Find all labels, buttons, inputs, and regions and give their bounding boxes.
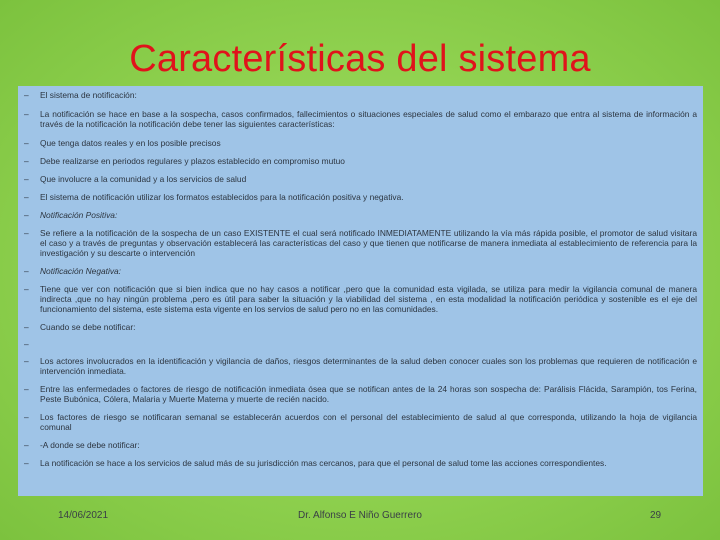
bullet-dash-icon: – — [24, 228, 29, 238]
list-item — [22, 90, 697, 100]
bullet-dash-icon: – — [24, 109, 29, 119]
footer-date: 14/06/2021 — [58, 510, 109, 521]
list-item — [22, 156, 697, 166]
list-item-text: El sistema de notificación utilizar los formatos establecidos para la notificación positiva y negativa. — [40, 192, 404, 202]
list-item — [22, 138, 697, 148]
footer-author: Dr. Alfonso E Niño Guerrero — [298, 510, 422, 521]
list-item-text: La notificación se hace en base a la sospecha, casos confirmados, fallecimientos o situaciones especiales de salud como el embarazo que entra al sistema de información a través de la notificación la notificación debe tener las siguientes características: — [40, 109, 697, 129]
list-item-text: Debe realizarse en periodos regulares y plazos establecido en compromiso mutuo — [40, 156, 345, 166]
list-item-text: Cuando se debe notificar: — [40, 322, 136, 332]
list-item — [22, 192, 697, 202]
bullet-dash-icon: – — [24, 138, 29, 148]
list-item — [22, 210, 697, 220]
list-item — [22, 284, 697, 314]
list-item — [22, 440, 697, 450]
bullet-dash-icon: – — [24, 174, 29, 184]
list-item-text: Los factores de riesgo se notificaran semanal se establecerán acuerdos con el personal del establecimiento de salud al que corresponda, utilizando la hoja de vigilancia comunal — [40, 412, 697, 432]
list-item — [22, 339, 697, 349]
list-item — [22, 174, 697, 184]
slide-title: Características del sistema — [129, 38, 591, 80]
list-item — [22, 412, 697, 432]
list-item-text: Tiene que ver con notificación que si bien indica que no hay casos a notificar ,pero que la comunidad esta vigilada, se utiliza para medir la vigilancia comunal de manera indirecta ,que no hay ningún problema ,pero es útil para saber la situación y la viabilidad del sistema , en esta modalidad la notificación periódica y sostenible es el eje del funcionamiento del sistema, este sistema esta vigente en los servios de salud pero no en las comunidades. — [40, 284, 697, 314]
bullet-dash-icon: – — [24, 356, 29, 366]
bullet-dash-icon: – — [24, 284, 29, 294]
list-item-text: Notificación Negativa: — [40, 266, 121, 276]
list-item-text: Que tenga datos reales y en los posible precisos — [40, 138, 221, 148]
bullet-dash-icon: – — [24, 322, 29, 332]
bullet-dash-icon: – — [24, 440, 29, 450]
bullet-dash-icon: – — [24, 339, 29, 349]
list-item-text: Notificación Positiva: — [40, 210, 118, 220]
bullet-dash-icon: – — [24, 90, 29, 100]
list-item — [22, 356, 697, 376]
list-item-text: Entre las enfermedades o factores de riesgo de notificación inmediata ósea que se notifican antes de la 24 horas son sospecha de: Parálisis Flácida, Sarampión, tos Ferina, Peste Bubónica, Cólera, Malaria y Muerte Materna y muerte de recién nacido. — [40, 384, 697, 404]
list-item-text: La notificación se hace a los servicios de salud más de su jurisdicción mas cercanos, para que el personal de salud tome las acciones correspondientes. — [40, 458, 607, 468]
content-panel — [18, 86, 703, 496]
list-item-text: Los actores involucrados en la identificación y vigilancia de daños, riesgos determinantes de la salud deben conocer cuales son los problemas que requieren de notificación e intervención inmediata. — [40, 356, 697, 376]
list-item-text: Que involucre a la comunidad y a los servicios de salud — [40, 174, 247, 184]
bullet-dash-icon: – — [24, 266, 29, 276]
list-item — [22, 384, 697, 404]
bullet-dash-icon: – — [24, 210, 29, 220]
footer-page-number: 29 — [650, 510, 662, 521]
list-item — [22, 228, 697, 258]
list-item — [22, 322, 697, 332]
bullet-dash-icon: – — [24, 156, 29, 166]
bullet-list — [22, 90, 697, 468]
bullet-dash-icon: – — [24, 458, 29, 468]
list-item — [22, 109, 697, 129]
list-item-text: -A donde se debe notificar: — [40, 440, 140, 450]
list-item-text: El sistema de notificación: — [40, 90, 137, 100]
bullet-dash-icon: – — [24, 384, 29, 394]
list-item-text: Se refiere a la notificación de la sospecha de un caso EXISTENTE el cual será notificado INMEDIATAMENTE utilizando la vía más rápida posible, el promotor de salud visitara el caso y a través de preguntas y observación establecerá las características del caso y que tienen que notificarse de manera inmediata al establecimiento de referencia para la investigación y su descarte o intervención — [40, 228, 697, 258]
bullet-dash-icon: – — [24, 412, 29, 422]
bullet-dash-icon: – — [24, 192, 29, 202]
list-item — [22, 266, 697, 276]
list-item — [22, 458, 697, 468]
